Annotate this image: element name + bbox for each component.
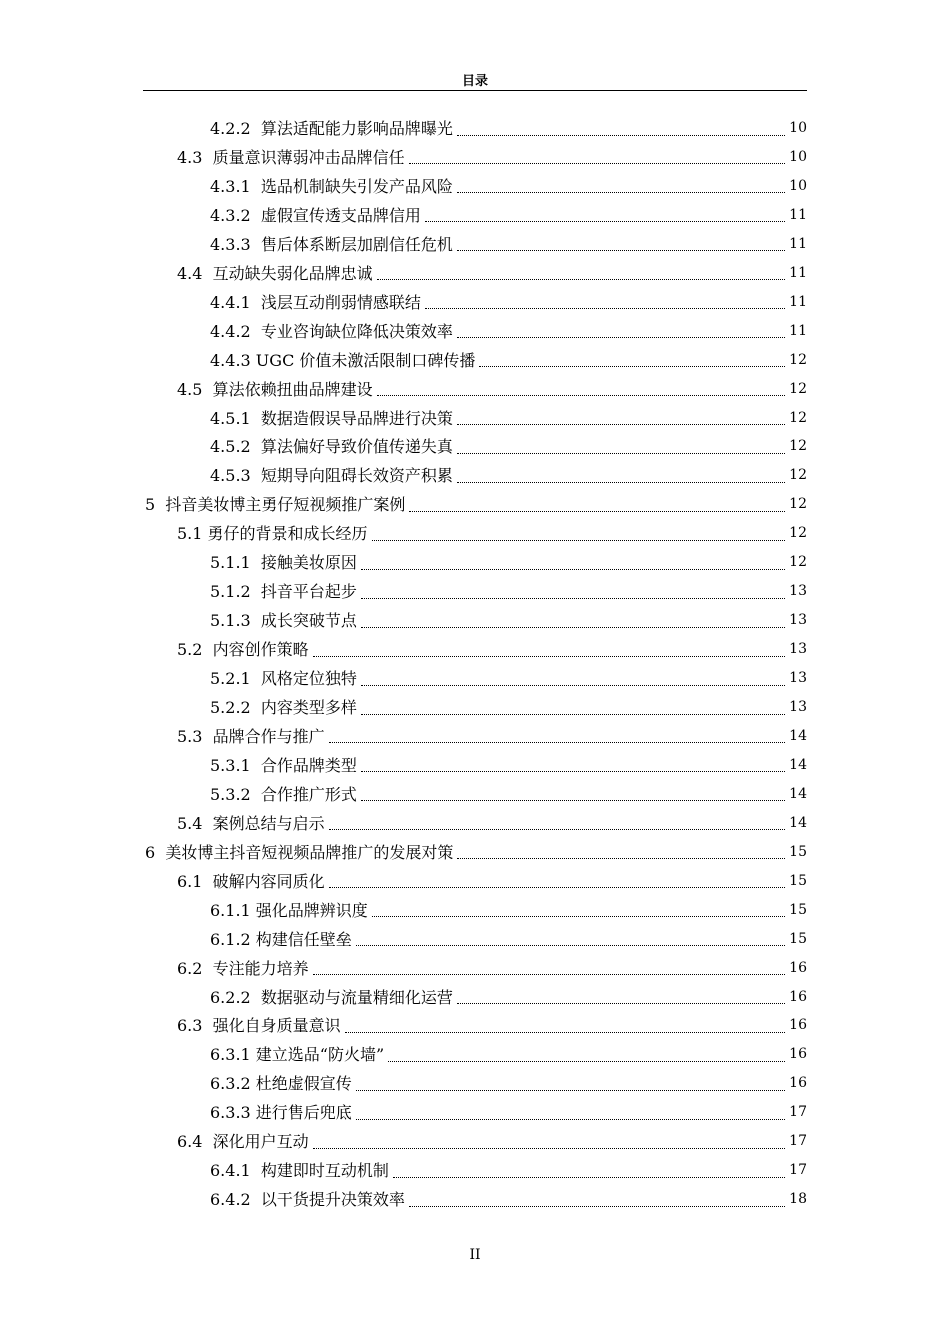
- toc-entry[interactable]: [210, 548, 807, 577]
- toc-entry-page: 13: [789, 670, 807, 687]
- toc-entry[interactable]: [177, 722, 807, 751]
- toc-entry-label: 6.1.2 构建信任壁垒: [210, 929, 352, 949]
- toc-entry-page: 17: [789, 1133, 807, 1150]
- toc-entry[interactable]: [210, 404, 807, 433]
- dot-leader: [377, 278, 785, 280]
- toc-entry[interactable]: [210, 751, 807, 780]
- toc-entry-label: 5.1.1 接触美妆原因: [210, 553, 357, 573]
- toc-entry-label: 4.5.2 算法偏好导致价值传递失真: [210, 437, 453, 457]
- dot-leader: [457, 1002, 785, 1004]
- toc-entry-page: 12: [789, 467, 807, 484]
- toc-entry-label: 5.3.2 合作推广形式: [210, 784, 357, 804]
- toc-entry[interactable]: [210, 1040, 807, 1069]
- toc-entry[interactable]: [210, 1069, 807, 1098]
- toc-entry-label: 4.3.3 售后体系断层加剧信任危机: [210, 234, 453, 254]
- dot-leader: [361, 713, 785, 715]
- toc-entry-page: 15: [789, 901, 807, 918]
- toc-entry-page: 16: [789, 1046, 807, 1063]
- toc-entry-label: 6.2 专注能力培养: [177, 958, 309, 978]
- toc-entry-page: 12: [789, 525, 807, 542]
- toc-entry[interactable]: [210, 1185, 807, 1214]
- toc-entry-label: 6.1 破解内容同质化: [177, 871, 325, 891]
- toc-entry-label: 5.1.2 抖音平台起步: [210, 582, 357, 602]
- toc-entry[interactable]: [177, 954, 807, 983]
- toc-entry[interactable]: [210, 664, 807, 693]
- dot-leader: [409, 162, 785, 164]
- toc-entry-label: 5.3 品牌合作与推广: [177, 726, 325, 746]
- toc-entry-page: 13: [789, 612, 807, 629]
- toc-entry-label: 4.5.3 短期导向阻碍长效资产积累: [210, 466, 453, 486]
- toc-entry[interactable]: [210, 288, 807, 317]
- toc-entry-label: 6.4.1 构建即时互动机制: [210, 1161, 389, 1181]
- toc-entry-page: 11: [789, 206, 807, 223]
- dot-leader: [377, 394, 785, 396]
- dot-leader: [356, 1118, 785, 1120]
- toc-entry-label: 5.1.3 成长突破节点: [210, 611, 357, 631]
- toc-entry-label: 4.4.3 UGC 价值未激活限制口碑传播: [210, 350, 476, 370]
- toc-entry[interactable]: [210, 432, 807, 461]
- toc-entry-label: 4.2.2 算法适配能力影响品牌曝光: [210, 119, 453, 138]
- dot-leader: [409, 1205, 785, 1207]
- toc-entry-page: 11: [789, 235, 807, 252]
- dot-leader: [409, 510, 785, 512]
- toc-entry-page: 12: [789, 409, 807, 426]
- toc-entry-label: 5.2.1 风格定位独特: [210, 669, 357, 689]
- dot-leader: [361, 597, 785, 599]
- toc-entry[interactable]: [177, 143, 807, 172]
- toc-entry-page: 18: [789, 1191, 807, 1208]
- dot-leader: [361, 799, 785, 801]
- toc-entry[interactable]: [210, 577, 807, 606]
- dot-leader: [345, 1031, 785, 1033]
- page-header-title: 目录: [461, 74, 488, 89]
- toc-entry[interactable]: [210, 230, 807, 259]
- toc-entry[interactable]: [210, 317, 807, 346]
- toc-entry-label: 5.3.1 合作品牌类型: [210, 755, 357, 775]
- toc-entry[interactable]: [177, 635, 807, 664]
- toc-entry-label: 5.2 内容创作策略: [177, 640, 309, 660]
- toc-entry-page: 15: [789, 930, 807, 947]
- toc-entry-page: 15: [789, 843, 807, 860]
- dot-leader: [361, 626, 785, 628]
- dot-leader: [479, 365, 785, 367]
- dot-leader: [425, 220, 785, 222]
- toc-entry-page: 15: [789, 872, 807, 889]
- toc-entry[interactable]: [210, 896, 807, 925]
- toc-entry[interactable]: [210, 172, 807, 201]
- dot-leader: [313, 1147, 785, 1149]
- toc-entry[interactable]: [210, 346, 807, 375]
- toc-entry[interactable]: [177, 259, 807, 288]
- toc-entry-page: 10: [789, 120, 807, 136]
- toc-entry-page: 14: [789, 814, 807, 831]
- toc-entry-page: 11: [789, 322, 807, 339]
- toc-entry[interactable]: [177, 1127, 807, 1156]
- dot-leader: [457, 134, 785, 136]
- toc-entry-label: 4.3.1 选品机制缺失引发产品风险: [210, 176, 453, 196]
- dot-leader: [457, 191, 785, 193]
- toc-entry-page: 16: [789, 1017, 807, 1034]
- dot-leader: [393, 1176, 785, 1178]
- toc-entry[interactable]: [145, 838, 807, 867]
- toc-entry[interactable]: [177, 867, 807, 896]
- toc-entry-label: 5.2.2 内容类型多样: [210, 698, 357, 717]
- toc-entry-page: 12: [789, 351, 807, 368]
- toc-entry[interactable]: [177, 1011, 807, 1040]
- toc-entry-page: 14: [789, 756, 807, 773]
- toc-entry-label: 6.3.3 进行售后兜底: [210, 1103, 352, 1123]
- toc-entry-page: 13: [789, 699, 807, 715]
- toc-entry-page: 10: [789, 148, 807, 165]
- toc-entry-page: 16: [789, 1075, 807, 1092]
- dot-leader: [313, 973, 785, 975]
- dot-leader: [356, 1089, 785, 1091]
- toc-entry-label: 5 抖音美妆博主勇仔短视频推广案例: [145, 495, 406, 515]
- toc-entry-label: 6.3 强化自身质量意识: [177, 1016, 341, 1036]
- toc-entry-page: 16: [789, 959, 807, 976]
- dot-leader: [372, 539, 785, 541]
- toc-entry-page: 13: [789, 641, 807, 658]
- dot-leader: [361, 568, 785, 570]
- header-divider: [143, 90, 807, 91]
- dot-leader: [372, 915, 785, 917]
- toc-entry-page: 12: [789, 554, 807, 571]
- toc-entry-page: 14: [789, 727, 807, 744]
- toc-entry[interactable]: [145, 490, 807, 519]
- toc-entry-page: 12: [789, 438, 807, 455]
- toc-entry[interactable]: [177, 375, 807, 404]
- toc-entry[interactable]: [210, 114, 807, 143]
- dot-leader: [329, 886, 785, 888]
- toc-entry-label: 5.1 勇仔的背景和成长经历: [177, 524, 368, 544]
- toc-entry[interactable]: [210, 693, 807, 722]
- toc-entry-label: 4.3.2 虚假宣传透支品牌信用: [210, 205, 421, 225]
- toc-entry-page: 13: [789, 583, 807, 600]
- dot-leader: [313, 655, 785, 657]
- toc-entry-label: 4.5.1 数据造假误导品牌进行决策: [210, 408, 453, 428]
- dot-leader: [388, 1060, 785, 1062]
- toc-entry[interactable]: [177, 809, 807, 838]
- dot-leader: [361, 770, 785, 772]
- dot-leader: [457, 481, 785, 483]
- toc-entry[interactable]: [177, 519, 807, 548]
- dot-leader: [457, 249, 785, 251]
- toc-entry[interactable]: [210, 1098, 807, 1127]
- dot-leader: [361, 684, 785, 686]
- dot-leader: [457, 857, 785, 859]
- toc-entry-label: 4.4 互动缺失弱化品牌忠诚: [177, 263, 373, 283]
- toc-entry-label: 6.1.1 强化品牌辨识度: [210, 900, 368, 920]
- dot-leader: [457, 423, 785, 425]
- toc-entry-label: 4.3 质量意识薄弱冲击品牌信任: [177, 147, 405, 167]
- toc-entry-label: 4.4.1 浅层互动削弱情感联结: [210, 292, 421, 312]
- toc-entry-page: 17: [789, 1104, 807, 1121]
- toc-entry-label: 6.4 深化用户互动: [177, 1132, 309, 1152]
- dot-leader: [457, 452, 785, 454]
- dot-leader: [425, 307, 785, 309]
- toc-entry-page: 11: [789, 293, 807, 310]
- toc-entry-page: 16: [789, 988, 807, 1005]
- dot-leader: [329, 828, 785, 830]
- toc-entry-page: 12: [789, 380, 807, 397]
- toc-entry[interactable]: [210, 606, 807, 635]
- toc-entry-label: 6.2.2 数据驱动与流量精细化运营: [210, 987, 453, 1007]
- toc-entry[interactable]: [210, 461, 807, 490]
- toc-entry-label: 6 美妆博主抖音短视频品牌推广的发展对策: [145, 842, 454, 862]
- dot-leader: [457, 336, 785, 338]
- toc-entry-label: 4.5 算法依赖扭曲品牌建设: [177, 379, 373, 399]
- toc-entry-label: 5.4 案例总结与启示: [177, 813, 325, 833]
- toc-entry-page: 17: [789, 1162, 807, 1179]
- toc-entry[interactable]: [210, 780, 807, 809]
- dot-leader: [329, 741, 785, 743]
- toc-entry[interactable]: [210, 1156, 807, 1185]
- toc-entry-page: 11: [789, 264, 807, 281]
- toc-entry-label: 6.3.1 建立选品“防火墙”: [210, 1045, 385, 1065]
- toc-entry[interactable]: [210, 925, 807, 954]
- toc-entry-page: 10: [789, 177, 807, 194]
- dot-leader: [356, 944, 785, 946]
- toc-entry-label: 6.4.2 以干货提升决策效率: [210, 1190, 405, 1210]
- toc-entry-page: 14: [789, 785, 807, 802]
- toc-entry[interactable]: [210, 983, 807, 1012]
- toc-entry[interactable]: [210, 201, 807, 230]
- toc-entry-label: 4.4.2 专业咨询缺位降低决策效率: [210, 321, 453, 341]
- toc-entry-label: 6.3.2 杜绝虚假宣传: [210, 1074, 352, 1094]
- page-number: II: [469, 1247, 481, 1263]
- toc-entry-page: 12: [789, 496, 807, 513]
